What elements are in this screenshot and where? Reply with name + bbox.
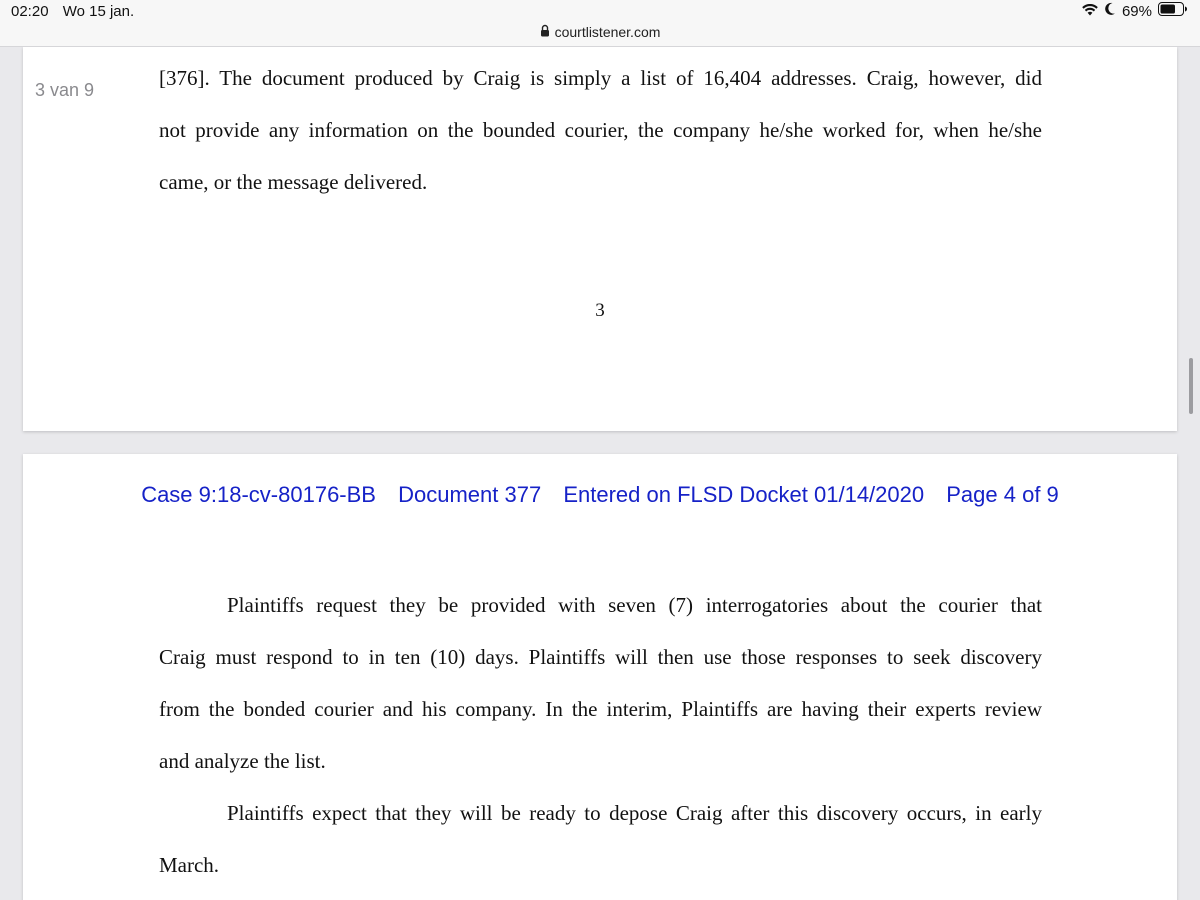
pdf-viewer[interactable] [0, 47, 1200, 900]
entered-docket: Entered on FLSD Docket 01/14/2020 [563, 482, 925, 507]
status-date: Wo 15 jan. [62, 3, 135, 20]
p4-para1-line-4: and analyze the list. [159, 749, 326, 773]
status-right [1082, 2, 1188, 20]
p4-para1-line-2: Craig must respond to in ten (10) days. Plaintiffs will then use those responses to seek discovery [159, 645, 1042, 669]
do-not-disturb-icon [1104, 2, 1116, 20]
page3-line-2: not provide any information on the bounded courier, the company he/she worked for, when he/she [159, 118, 1042, 142]
scrollbar-thumb[interactable] [1189, 358, 1193, 414]
address-field[interactable] [540, 24, 661, 40]
p4-para1-line-1: Plaintiffs request they be provided with seven (7) interrogatories about the courier that [227, 593, 1042, 617]
case-number: Case 9:18-cv-80176-BB [141, 482, 376, 507]
page3-line-1: [376]. The document produced by Craig is simply a list of 16,404 addresses. Craig, however, did [159, 66, 1042, 90]
wifi-icon [1082, 3, 1098, 20]
page-number: 3 [595, 300, 605, 321]
address-bar[interactable] [0, 24, 1200, 47]
status-left [11, 3, 134, 20]
lock-icon [540, 24, 550, 40]
address-text: courtlistener.com [554, 24, 661, 40]
document-number: Document 377 [398, 482, 542, 507]
battery-icon [1158, 2, 1188, 20]
p4-para2-line-2: March. [159, 853, 220, 877]
page-indicator: 3 van 9 [35, 80, 95, 100]
case-header [23, 482, 1177, 508]
battery-percent: 69% [1121, 2, 1152, 20]
pdf-page-3 [23, 47, 1177, 431]
p4-para2-line-1: Plaintiffs expect that they will be ready to depose Craig after this discovery occurs, in early [227, 801, 1042, 825]
status-bar [0, 0, 1200, 24]
p4-para1-line-3: from the bonded courier and his company. In the interim, Plaintiffs are having their experts review [159, 697, 1042, 721]
page3-line-3: came, or the message delivered. [159, 170, 428, 194]
page-of: Page 4 of 9 [946, 482, 1059, 507]
status-time: 02:20 [11, 3, 49, 20]
pdf-page-4 [23, 454, 1177, 900]
